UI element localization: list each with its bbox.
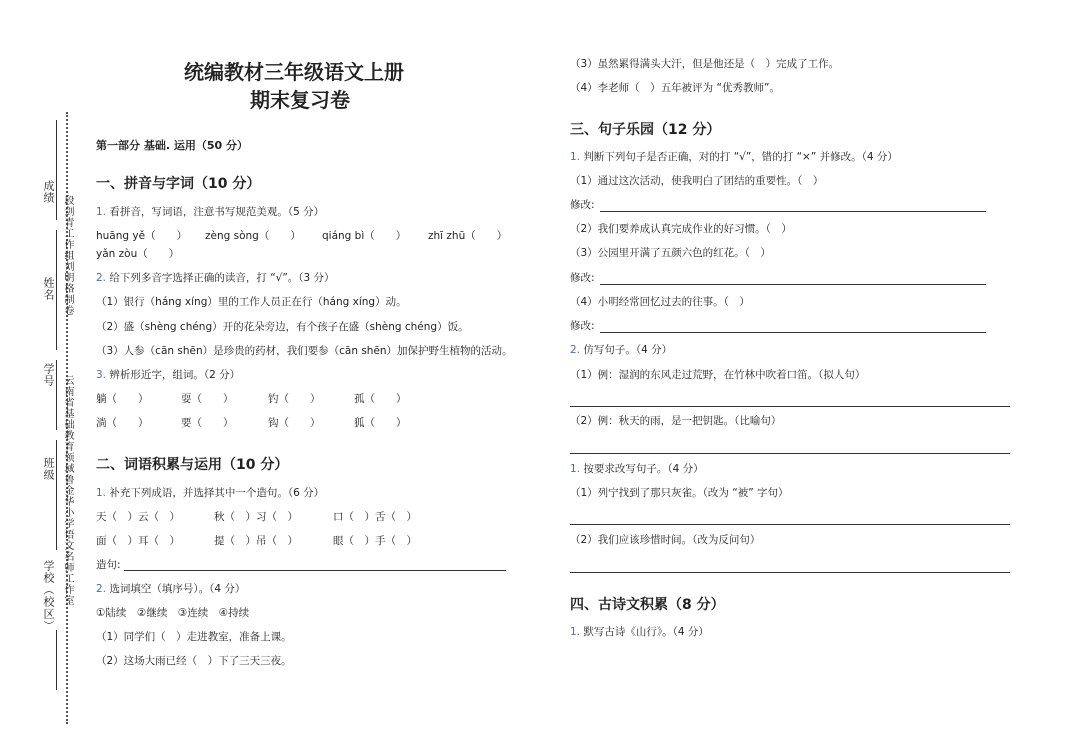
question-text: 看拼音，写词语，注意书写规范美观。（5 分） bbox=[109, 206, 325, 218]
section-1-title: 一、拼音与字词（10 分） bbox=[96, 176, 261, 192]
question bbox=[96, 486, 324, 500]
char-item[interactable]: 孤（ ） bbox=[354, 393, 407, 405]
answer-line[interactable] bbox=[124, 570, 506, 571]
number-line bbox=[56, 360, 57, 430]
idiom-item[interactable]: 提（ ）吊（ ） bbox=[214, 535, 298, 547]
answer-line[interactable] bbox=[570, 524, 1010, 525]
question-number: 1. bbox=[96, 487, 107, 499]
credit-label-1: 段剑青工作组刘明格制卷 bbox=[62, 195, 73, 316]
section-2-title: 二、词语积累与运用（10 分） bbox=[96, 457, 289, 473]
part-heading: 第一部分 基础. 运用（50 分） bbox=[96, 139, 248, 152]
question-text: 默写古诗《山行》。（4 分） bbox=[583, 626, 709, 638]
answer-line[interactable] bbox=[570, 453, 1010, 454]
question-number: 2. bbox=[96, 583, 107, 595]
pinyin-item[interactable]: zèng sòng（ ） bbox=[205, 230, 301, 242]
judge-item[interactable]: （3）公园里开满了五颜六色的红花。（ ） bbox=[570, 247, 771, 259]
class-label: 班级 bbox=[42, 457, 55, 481]
pinyin-item[interactable]: zhī zhū（ ） bbox=[428, 230, 508, 242]
question-number: 1. bbox=[96, 206, 107, 218]
question-number: 1. bbox=[570, 463, 581, 475]
char-item[interactable]: 耍（ ） bbox=[181, 393, 234, 405]
question-text: 判断下列句子是否正确，对的打 “√”，错的打 “×” 并修改。（4 分） bbox=[583, 151, 898, 163]
fill-item[interactable]: （2）这场大雨已经（ ）下了三天三夜。 bbox=[96, 655, 292, 667]
char-item[interactable]: 钩（ ） bbox=[268, 417, 321, 429]
sentence-label: 造句: bbox=[96, 559, 121, 571]
idiom-item[interactable]: 口（ ）舌（ ） bbox=[333, 511, 417, 523]
judge-item[interactable]: （1）通过这次活动，使我明白了团结的重要性。（ ） bbox=[570, 175, 824, 187]
question-number: 1. bbox=[570, 151, 581, 163]
pinyin-item[interactable]: qiáng bì（ ） bbox=[322, 230, 407, 242]
section-3-title: 三、句子乐园（12 分） bbox=[570, 122, 721, 138]
question bbox=[570, 462, 704, 476]
credit-label-2: 云南省基础教育领域鲁金华小学语文名师工作室 bbox=[62, 375, 73, 606]
polyphone-item[interactable]: （1）银行（háng xíng）里的工作人员正在行（háng xíng）动。 bbox=[96, 296, 407, 308]
imitate-item: （1）例：湿润的东风走过荒野，在竹林中吹着口笛。（拟人句） bbox=[570, 369, 866, 381]
imitate-item: （2）例：秋天的雨，是一把钥匙。（比喻句） bbox=[570, 415, 782, 427]
fill-item[interactable]: （3）虽然累得满头大汗，但是他还是（ ）完成了工作。 bbox=[570, 58, 840, 70]
fill-item[interactable]: （1）同学们（ ）走进教室，准备上课。 bbox=[96, 631, 292, 643]
char-item[interactable]: 躺（ ） bbox=[96, 393, 149, 405]
question bbox=[96, 368, 240, 382]
school-line bbox=[56, 630, 57, 690]
answer-line[interactable] bbox=[600, 332, 986, 333]
question-number: 2. bbox=[570, 344, 581, 356]
question-text: 补充下列成语，并选择其中一个造句。（6 分） bbox=[109, 487, 325, 499]
idiom-item[interactable]: 眼（ ）手（ ） bbox=[333, 535, 417, 547]
page-title-line1: 统编教材三年级语文上册 bbox=[184, 60, 404, 84]
question-text: 辨析形近字，组词。（2 分） bbox=[109, 369, 241, 381]
class-line bbox=[56, 440, 57, 550]
question bbox=[96, 582, 245, 596]
char-item[interactable]: 狐（ ） bbox=[354, 417, 407, 429]
school-label: 学校（校区） bbox=[42, 560, 55, 632]
fix-label: 修改: bbox=[570, 320, 595, 332]
judge-item[interactable]: （2）我们要养成认真完成作业的好习惯。（ ） bbox=[570, 223, 792, 235]
score-line bbox=[56, 120, 57, 220]
question-text: 给下列多音字选择正确的读音，打 “√”。（3 分） bbox=[109, 272, 335, 284]
pinyin-item[interactable]: huāng yě（ ） bbox=[96, 230, 188, 242]
question-text: 选词填空（填序号）。（4 分） bbox=[109, 583, 246, 595]
pinyin-item[interactable]: yǎn zòu（ ） bbox=[96, 248, 180, 260]
name-label: 姓名 bbox=[42, 277, 55, 301]
char-item[interactable]: 淌（ ） bbox=[96, 417, 149, 429]
fill-item[interactable]: （4）李老师（ ）五年被评为 “优秀教师”。 bbox=[570, 82, 780, 94]
answer-line[interactable] bbox=[570, 406, 1010, 407]
question-number: 1. bbox=[570, 626, 581, 638]
question-text: 仿写句子。（4 分） bbox=[583, 344, 673, 356]
question bbox=[570, 625, 709, 639]
question-number: 3. bbox=[96, 369, 107, 381]
idiom-item[interactable]: 秋（ ）习（ ） bbox=[214, 511, 298, 523]
question-text: 按要求改写句子。（4 分） bbox=[583, 463, 704, 475]
rewrite-item: （1）列宁找到了那只灰雀。（改为 “被” 字句） bbox=[570, 487, 789, 499]
name-line bbox=[56, 230, 57, 350]
answer-line[interactable] bbox=[570, 572, 1010, 573]
number-label: 学号 bbox=[42, 363, 55, 387]
question-number: 2. bbox=[96, 272, 107, 284]
char-item[interactable]: 钓（ ） bbox=[268, 393, 321, 405]
score-label: 成绩 bbox=[42, 180, 55, 204]
answer-line[interactable] bbox=[600, 284, 986, 285]
answer-line[interactable] bbox=[600, 211, 986, 212]
idiom-item[interactable]: 天（ ）云（ ） bbox=[96, 511, 180, 523]
judge-item[interactable]: （4）小明经常回忆过去的往事。（ ） bbox=[570, 296, 750, 308]
page-title-line2: 期末复习卷 bbox=[250, 88, 350, 112]
question bbox=[570, 343, 672, 357]
section-4-title: 四、古诗文积累（8 分） bbox=[570, 597, 725, 613]
fix-label: 修改: bbox=[570, 199, 595, 211]
word-options: ①陆续 ②继续 ③连续 ④持续 bbox=[96, 607, 250, 619]
char-item[interactable]: 要（ ） bbox=[181, 417, 234, 429]
polyphone-item[interactable]: （2）盛（shèng chéng）开的花朵旁边，有个孩子在盛（shèng chéng）饭。 bbox=[96, 321, 469, 333]
polyphone-item[interactable]: （3）人参（cān shēn）是珍贵的药材，我们要参（cān shēn）加保护野生植物的活动。 bbox=[96, 345, 513, 357]
question bbox=[96, 271, 335, 285]
rewrite-item: （2）我们应该珍惜时间。（改为反问句） bbox=[570, 534, 761, 546]
question bbox=[96, 205, 324, 219]
idiom-item[interactable]: 面（ ）耳（ ） bbox=[96, 535, 180, 547]
fix-label: 修改: bbox=[570, 272, 595, 284]
question bbox=[570, 150, 898, 164]
